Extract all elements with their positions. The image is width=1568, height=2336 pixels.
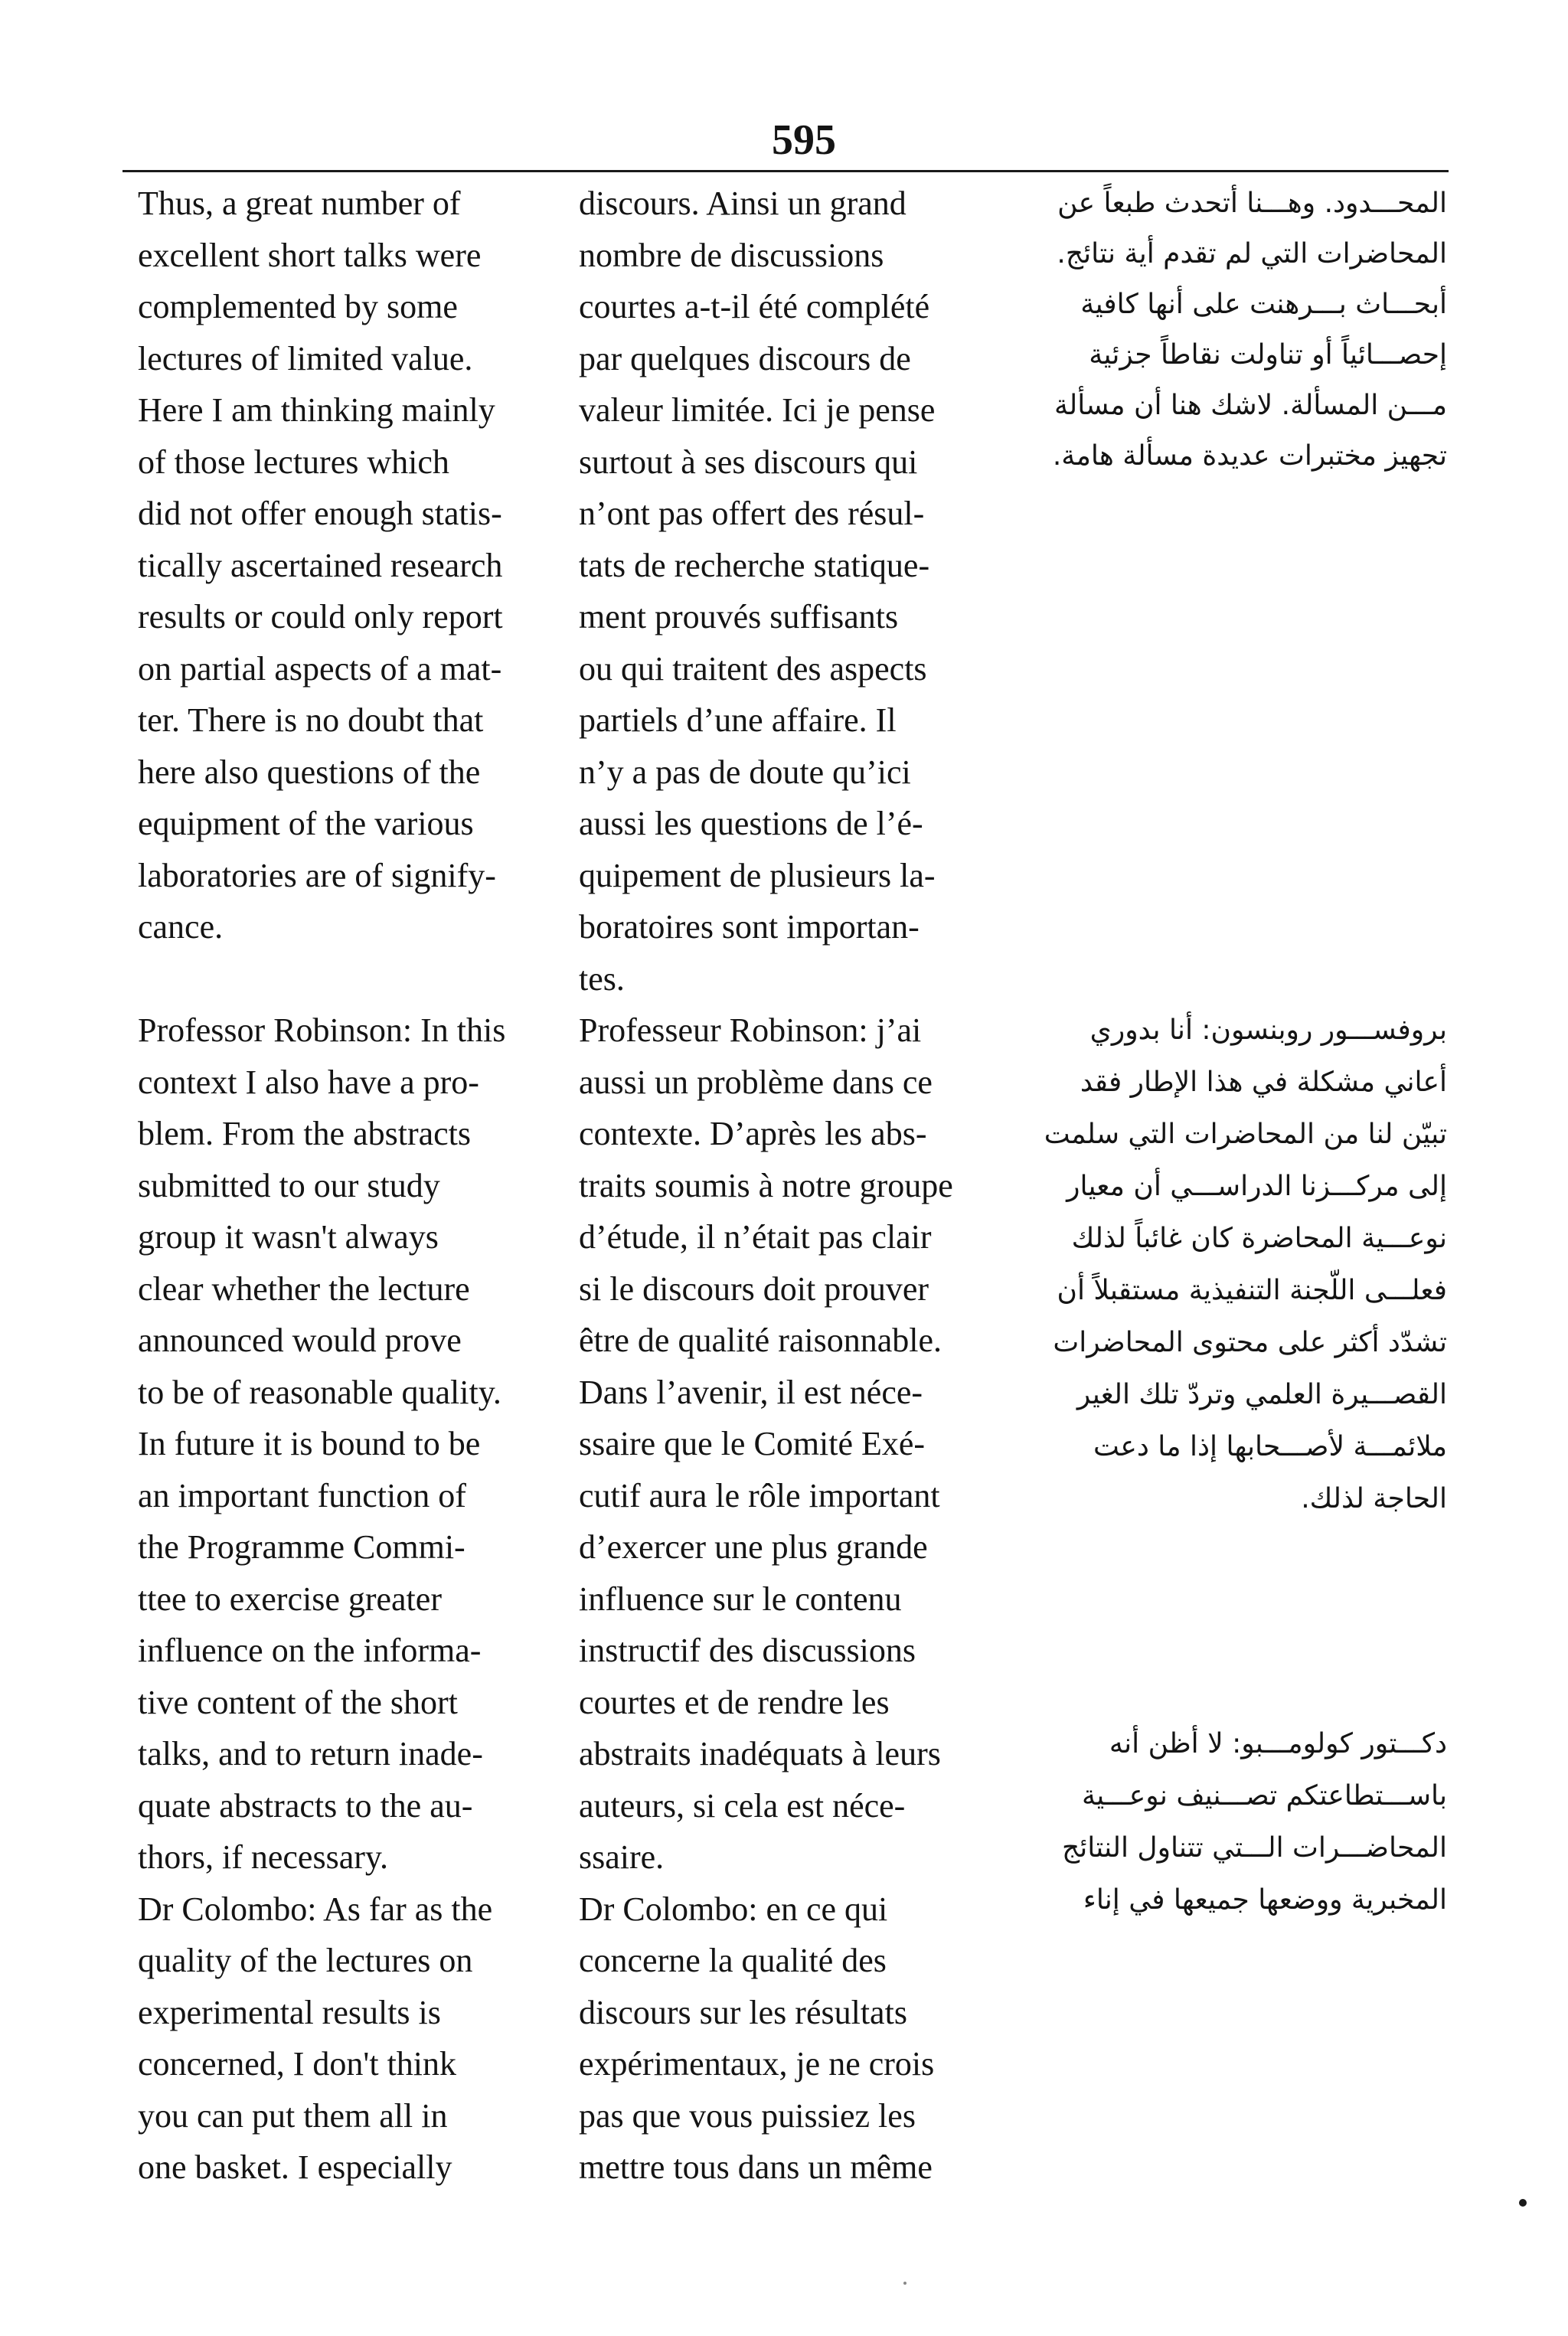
french-line: contexte. D’après les abs- xyxy=(579,1115,927,1152)
french-line: Dans l’avenir, il est néce- xyxy=(579,1373,923,1411)
english-line: concerned, I don't think xyxy=(138,2045,457,2083)
french-line: n’ont pas offert des résul- xyxy=(579,495,925,532)
english-line: experimental results is xyxy=(138,1993,441,2031)
arabic-line: تجهيز مختبرات عديدة مسألة هامة. xyxy=(1052,440,1447,472)
french-line: si le discours doit prouver xyxy=(579,1269,929,1308)
arabic-line: المحاضـــرات الـــتي تتناول النتائج xyxy=(1062,1832,1447,1864)
french-line: discours sur les résultats xyxy=(579,1993,907,2031)
french-line: cutif aura le rôle important xyxy=(579,1476,940,1514)
english-line: laboratories are of signify- xyxy=(138,856,496,894)
arabic-line: القصـــيرة العلمي وتردّ تلك الغير xyxy=(1076,1379,1447,1410)
english-line: complemented by some xyxy=(138,288,458,325)
arabic-line: المحاضرات التي لم تقدم أية نتائج. xyxy=(1057,238,1447,270)
french-line: auteurs, si cela est néce- xyxy=(579,1786,906,1825)
arabic-line: تبيّن لنا من المحاضرات التي سلمت xyxy=(1044,1119,1447,1150)
english-line: on partial aspects of a mat- xyxy=(138,649,502,688)
french-line: influence sur le contenu xyxy=(579,1580,902,1618)
english-line: of those lectures which xyxy=(138,443,449,481)
english-line: blem. From the abstracts xyxy=(138,1115,472,1152)
french-line: aussi un problème dans ce xyxy=(579,1063,933,1101)
french-line: discours. Ainsi un grand xyxy=(579,185,906,222)
french-line: être de qualité raisonnable. xyxy=(579,1322,942,1359)
french-line: aussi les questions de l’é- xyxy=(579,805,923,842)
english-line: Dr Colombo: As far as the xyxy=(138,1890,493,1928)
arabic-line: نوعـــية المحاضرة كان غائباً لذلك xyxy=(1071,1223,1447,1254)
english-line: you can put them all in xyxy=(138,2096,448,2135)
english-line: results or could only report xyxy=(138,598,503,635)
french-line: mettre tous dans un même xyxy=(579,2148,933,2186)
english-line: tically ascertained research xyxy=(138,546,503,584)
arabic-line: المحـــدود. وهـــنا أتحدث طبعاً عن xyxy=(1057,188,1447,219)
french-line: valeur limitée. Ici je pense xyxy=(579,391,936,429)
english-line: quality of the lectures on xyxy=(138,1942,473,1979)
english-line: an important function of xyxy=(138,1476,466,1514)
english-line: context I also have a pro- xyxy=(138,1063,479,1101)
english-line: talks, and to return inade- xyxy=(138,1735,483,1772)
french-line: Professeur Robinson: j’ai xyxy=(579,1011,922,1049)
french-line: concerne la qualité des xyxy=(579,1942,887,1979)
french-line: surtout à ses discours qui xyxy=(579,443,918,481)
english-line xyxy=(138,953,548,1005)
french-line: courtes et de rendre les xyxy=(579,1683,890,1721)
english-line: Here I am thinking mainly xyxy=(138,391,495,429)
page-number: 595 xyxy=(772,116,836,164)
english-line: group it wasn't always xyxy=(138,1218,439,1256)
english-line: to be of reasonable quality. xyxy=(138,1373,501,1411)
french-line: expérimentaux, je ne crois xyxy=(579,2045,935,2083)
french-line: abstraits inadéquats à leurs xyxy=(579,1735,941,1772)
french-line: d’exercer une plus grande xyxy=(579,1528,928,1566)
english-line: ttee to exercise greater xyxy=(138,1580,442,1618)
arabic-line: إحصـــائياً أو تناولت نقاطاً جزئية xyxy=(1089,339,1447,371)
french-line: partiels d’une affaire. Il xyxy=(579,701,897,739)
arabic-paragraph-continuation xyxy=(1018,178,1447,481)
french-line: par quelques discours de xyxy=(579,339,911,377)
french-line: tes. xyxy=(579,959,625,998)
french-line: Dr Colombo: en ce qui xyxy=(579,1890,888,1928)
english-line: announced would prove xyxy=(138,1322,462,1359)
french-line: boratoires sont importan- xyxy=(579,908,920,946)
english-line: In future it is bound to be xyxy=(138,1425,481,1462)
english-line: submitted to our study xyxy=(138,1166,440,1204)
arabic-line: المخبرية ووضعها جميعها في إناء xyxy=(1083,1884,1447,1916)
margin-dot xyxy=(1519,2199,1527,2207)
english-line: one basket. I especially xyxy=(138,2148,452,2186)
french-line: traits soumis à notre groupe xyxy=(579,1166,953,1204)
french-line: pas que vous puissiez les xyxy=(579,2096,916,2135)
french-line: ssaire. xyxy=(579,1838,665,1876)
arabic-line: أبحـــاث بـــرهنت على أنها كافية xyxy=(1080,289,1447,320)
arabic-line: فعلـــى اللّجنة التنفيذية مستقبلاً أن xyxy=(1057,1275,1447,1306)
arabic-paragraph-colombo xyxy=(1018,1718,1447,1926)
french-line: ssaire que le Comité Exé- xyxy=(579,1425,926,1462)
english-line: cance. xyxy=(138,908,224,946)
english-line: Professor Robinson: In this xyxy=(138,1011,506,1049)
french-line: quipement de plusieurs la- xyxy=(579,856,936,894)
english-line: here also questions of the xyxy=(138,753,481,791)
english-line: thors, if necessary. xyxy=(138,1838,389,1876)
arabic-line: باســـتطاعتكم تصـــنيف نوعـــية xyxy=(1082,1780,1447,1812)
french-line: d’étude, il n’était pas clair xyxy=(579,1218,932,1256)
english-line: quate abstracts to the au- xyxy=(138,1786,473,1825)
english-line: equipment of the various xyxy=(138,805,474,842)
english-line: lectures of limited value. xyxy=(138,339,473,377)
french-line: nombre de discussions xyxy=(579,236,884,274)
arabic-line: أعاني مشكلة في هذا الإطار فقد xyxy=(1080,1067,1447,1098)
arabic-line: دكـــتور كولومـــبو: لا أظن أنه xyxy=(1109,1728,1447,1759)
english-line: tive content of the short xyxy=(138,1683,458,1721)
french-line: tats de recherche statique- xyxy=(579,546,930,584)
english-line: Thus, a great number of xyxy=(138,185,461,222)
english-line: clear whether the lecture xyxy=(138,1269,470,1308)
scan-speck xyxy=(903,2282,906,2285)
english-line: the Programme Commi- xyxy=(138,1528,466,1566)
french-line: instructif des discussions xyxy=(579,1632,916,1669)
arabic-line: تشدّد أكثر على محتوى المحاضرات xyxy=(1053,1327,1447,1358)
header-rule xyxy=(122,170,1449,172)
french-line: ment prouvés suffisants xyxy=(579,598,899,635)
english-line: ter. There is no doubt that xyxy=(138,701,484,739)
english-line: did not offer enough statis- xyxy=(138,495,502,532)
french-column xyxy=(579,178,986,2194)
arabic-line: إلى مركـــزنا الدراســـي أن معيار xyxy=(1067,1171,1447,1202)
english-line: influence on the informa- xyxy=(138,1632,482,1669)
english-column xyxy=(138,178,548,2194)
french-line: courtes a-t-il été complété xyxy=(579,288,930,325)
arabic-paragraph-robinson xyxy=(1018,1005,1447,1525)
french-line: n’y a pas de doute qu’ici xyxy=(579,753,911,791)
arabic-line: ملائمـــة لأصـــحابها إذا ما دعت xyxy=(1093,1431,1447,1462)
arabic-line: بروفســـور روبنسون: أنا بدوري xyxy=(1089,1014,1447,1046)
french-line: ou qui traitent des aspects xyxy=(579,649,927,688)
arabic-line: الحاجة لذلك. xyxy=(1301,1483,1447,1514)
english-line: excellent short talks were xyxy=(138,236,482,274)
arabic-line: مـــن المسألة. لاشك هنا أن مسألة xyxy=(1054,390,1447,421)
